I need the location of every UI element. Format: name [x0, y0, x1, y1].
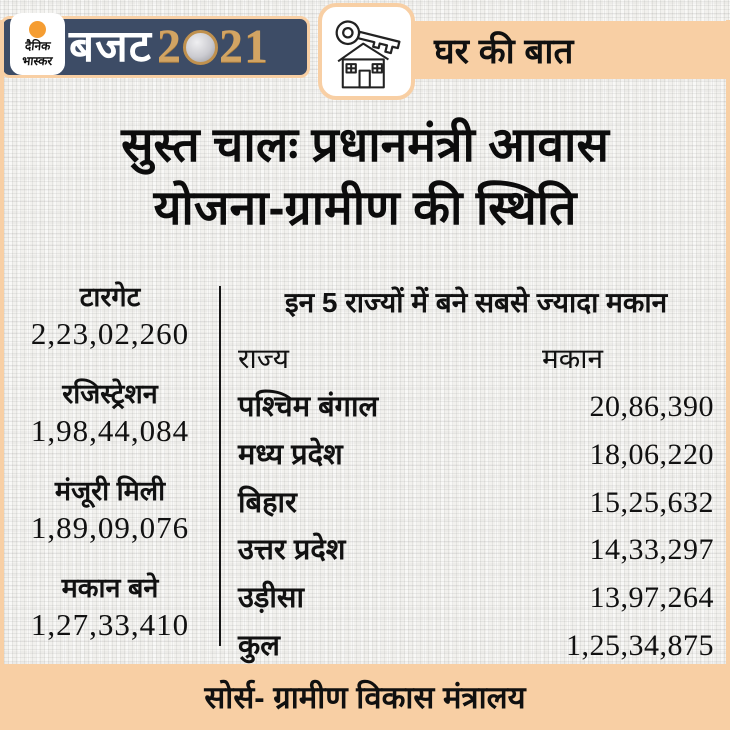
- headline: [10, 114, 720, 241]
- table-row: [238, 390, 714, 425]
- houses-cell: 20,86,390: [589, 390, 714, 423]
- houses-cell: 1,25,34,875: [566, 628, 714, 662]
- house-key-icon: [318, 3, 415, 100]
- table-header-row: [238, 339, 714, 377]
- state-cell: मध्य प्रदेश: [238, 438, 343, 471]
- stat-value: 1,98,44,084: [30, 412, 190, 448]
- stat-label: रजिस्ट्रेशन: [62, 378, 158, 409]
- vertical-divider: [219, 286, 221, 646]
- year-before-coin: 2: [156, 20, 182, 73]
- logo-sun-dot-icon: [29, 21, 46, 38]
- banner-word: बजट: [69, 22, 152, 71]
- overall-stats-column: [4, 281, 216, 643]
- column-header-state: राज्य: [238, 343, 289, 374]
- houses-cell: 18,06,220: [589, 437, 714, 471]
- stat-registration: [4, 378, 216, 449]
- brand-name-line1: दैनिक: [24, 38, 51, 53]
- houses-cell: 15,25,632: [589, 485, 714, 519]
- stat-label: मकान बने: [61, 572, 159, 603]
- table-row-total: [238, 629, 714, 664]
- year-after-coin: 21: [218, 20, 269, 73]
- column-header-houses: मकान: [542, 343, 604, 374]
- stat-built: [4, 572, 216, 643]
- stat-value: 2,23,02,260: [30, 315, 190, 351]
- section-badge-label: घर की बात: [434, 31, 574, 71]
- state-cell: उड़ीसा: [238, 582, 305, 615]
- stat-label: मंजूरी मिली: [54, 475, 166, 506]
- brand-name-line2: भास्कर: [21, 53, 54, 68]
- table-row: [238, 438, 714, 473]
- table-row: [238, 486, 714, 521]
- houses-cell: 13,97,264: [589, 581, 714, 615]
- state-cell: बिहार: [238, 486, 297, 519]
- top-states-table: [238, 283, 714, 664]
- state-cell: उत्तर प्रदेश: [238, 534, 346, 567]
- houses-cell: 14,33,297: [589, 533, 714, 567]
- table-title: इन 5 राज्यों में बने सबसे ज्यादा मकान: [284, 287, 668, 318]
- headline-line2: योजना-ग्रामीण की स्थिति: [153, 182, 577, 236]
- stat-label: टारगेट: [79, 282, 141, 312]
- table-row: [238, 581, 714, 616]
- dainik-bhaskar-logo: [10, 13, 65, 75]
- coin-icon: [183, 30, 218, 65]
- right-border: [726, 20, 730, 730]
- state-cell: पश्चिम बंगाल: [238, 391, 379, 423]
- banner-year: [156, 20, 269, 73]
- table-row: [238, 533, 714, 568]
- source-text: सोर्स- ग्रामीण विकास मंत्रालय: [204, 680, 526, 715]
- stat-value: 1,27,33,410: [30, 606, 190, 642]
- house-key-illustration: [326, 11, 408, 93]
- footer-band: [0, 664, 730, 730]
- left-border: [0, 20, 4, 730]
- headline-line1: सुस्त चालः प्रधानमंत्री आवास: [121, 119, 609, 172]
- state-cell: कुल: [238, 629, 280, 662]
- stat-target: [4, 281, 216, 352]
- stat-sanctioned: [4, 475, 216, 546]
- stat-value: 1,89,09,076: [30, 509, 190, 545]
